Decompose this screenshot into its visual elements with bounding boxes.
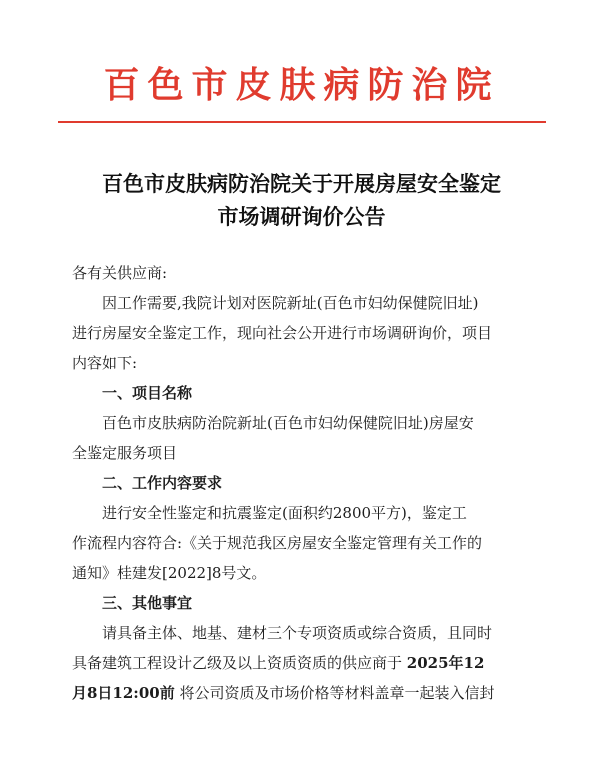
- letterhead-org-name: 百色市皮肤病防治院: [103, 64, 500, 106]
- section-2-line-1: 进行安全性鉴定和抗震鉴定(面积约2800平方)，鉴定工: [102, 504, 467, 522]
- notice-title-line-2: 市场调研询价公告: [217, 204, 386, 229]
- section-3-line-1: 请具备主体、地基、建材三个专项资质或综合资质，且同时: [102, 624, 493, 642]
- intro-line-3: 内容如下:: [72, 354, 138, 372]
- intro-line-2: 进行房屋安全鉴定工作，现向社会公开进行市场调研询价，项目: [72, 324, 493, 342]
- intro-line-1: 因工作需要,我院计划对医院新址(百色市妇幼保健院旧址): [102, 294, 479, 312]
- section-2-line-3: 通知》桂建发[2022]8号文。: [72, 564, 267, 582]
- deadline-date-part-2: 月8日12:00前: [72, 684, 175, 702]
- notice-title-line-1: 百色市皮肤病防治院关于开展房屋安全鉴定: [102, 171, 501, 196]
- section-1-line-1: 百色市皮肤病防治院新址(百色市妇幼保健院旧址)房屋安: [102, 414, 474, 432]
- section-3-line-2-text: 具备建筑工程设计乙级及以上资质资质的供应商于: [72, 654, 403, 672]
- section-3-line-3-text: 将公司资质及市场价格等材料盖章一起装入信封: [179, 684, 495, 702]
- letterhead-red-rule: [58, 121, 546, 123]
- section-3-line-2: [72, 652, 552, 674]
- deadline-date-part-1: 2025年12: [406, 654, 485, 672]
- section-3-heading: 三、其他事宜: [102, 594, 193, 612]
- section-2-line-2: 作流程内容符合:《关于规范我区房屋安全鉴定管理有关工作的: [72, 534, 483, 552]
- section-1-line-2: 全鉴定服务项目: [72, 444, 178, 462]
- section-3-line-3: [72, 682, 552, 704]
- section-2-heading: 二、工作内容要求: [102, 474, 223, 492]
- salutation: 各有关供应商:: [72, 264, 168, 282]
- section-1-heading: 一、项目名称: [102, 384, 193, 402]
